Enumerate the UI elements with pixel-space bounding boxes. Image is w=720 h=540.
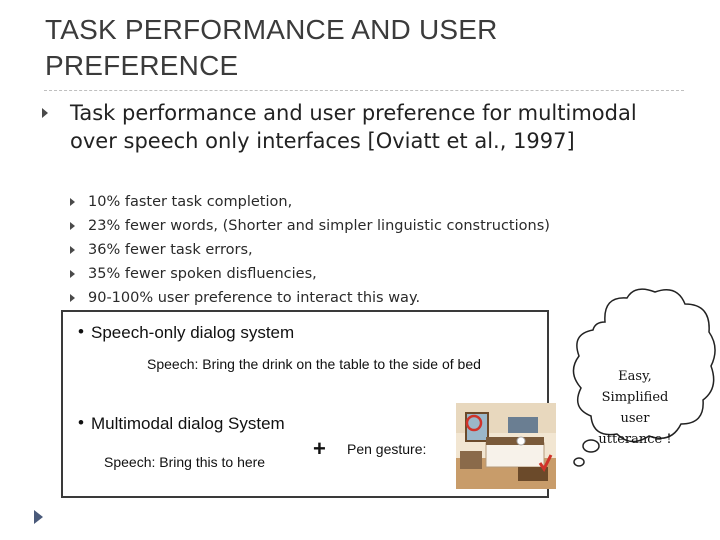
sub-bullet-text: 23% fewer words, (Shorter and simpler linguistic constructions) <box>88 218 550 234</box>
sub-bullet-text: 35% fewer spoken disfluencies, <box>88 266 317 282</box>
sub-bullet-arrow-icon <box>70 246 75 254</box>
plus-sign: + <box>313 436 326 461</box>
bullet-arrow-icon <box>42 108 48 118</box>
cloud-line: utterance ! <box>598 432 672 447</box>
sub-bullet-text: 10% faster task completion, <box>88 194 293 210</box>
sub-bullet-arrow-icon <box>70 198 75 206</box>
multimodal-bullet: • <box>78 413 84 432</box>
sub-bullet-arrow-icon <box>70 294 75 302</box>
speech-only-utterance: Speech: Bring the drink on the table to the side of bed <box>147 356 481 372</box>
sub-bullet-text: 90-100% user preference to interact this way. <box>88 290 421 306</box>
pen-gesture-label: Pen gesture: <box>347 441 427 457</box>
bedroom-photo <box>456 403 556 489</box>
multimodal-heading: Multimodal dialog System <box>91 414 285 433</box>
slide-title: TASK PERFORMANCE AND USER PREFERENCE <box>45 14 498 81</box>
cloud-line: user <box>620 411 650 426</box>
sub-bullet-arrow-icon <box>70 270 75 278</box>
cloud-line: Simplified <box>601 390 669 405</box>
speech-only-bullet: • <box>78 322 84 341</box>
main-bullet-text: Task performance and user preference for multimodal over speech only interfaces [Oviatt et al., 1997] <box>70 101 637 153</box>
title-divider <box>44 90 684 91</box>
sub-bullet-arrow-icon <box>70 222 75 230</box>
speech-only-heading: Speech-only dialog system <box>91 323 295 342</box>
cloud-line: Easy, <box>618 369 652 384</box>
cloud-text <box>590 366 680 450</box>
multimodal-utterance: Speech: Bring this to here <box>104 454 266 470</box>
next-slide-arrow-icon[interactable] <box>34 510 43 524</box>
sub-bullet-text: 36% fewer task errors, <box>88 242 253 258</box>
